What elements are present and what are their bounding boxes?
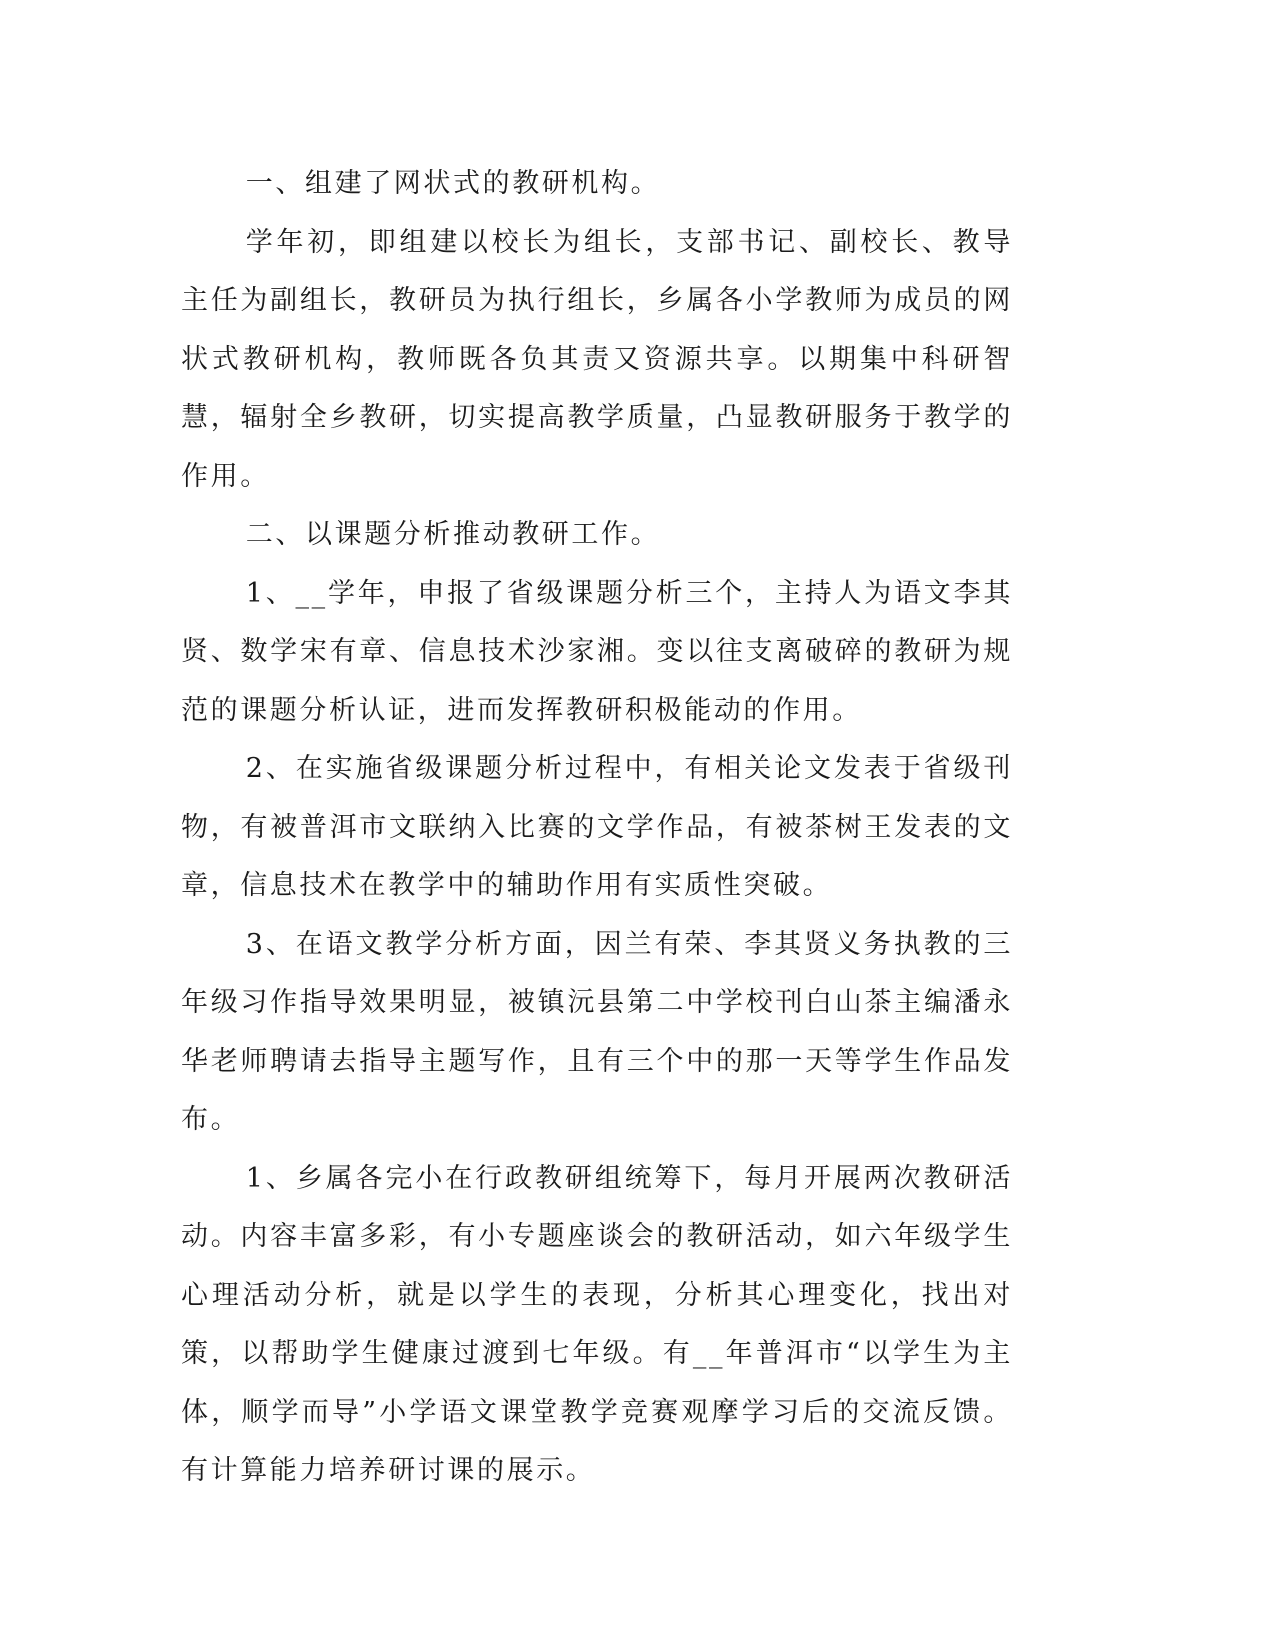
section-heading-2: 二、以课题分析推动教研工作。 xyxy=(245,519,661,550)
paragraph: 学年初，即组建以校长为组长，支部书记、副校长、教导主任为副组长，教研员为执行组长，乡属各小学教师为成员的网状式教研机构，教师既各负其责又资源共享。以期集中科研智慧，辐射全乡教研，切实提高教学质量，凸显教研服务于教学的作用。 xyxy=(181,226,1013,492)
paragraph: 2、在实施省级课题分析过程中，有相关论文发表于省级刊物，有被普洱市文联纳入比赛的文学作品，有被茶树王发表的文章，信息技术在教学中的辅助作用有实质性突破。 xyxy=(181,753,1013,901)
paragraph: 3、在语文教学分析方面，因兰有荣、李其贤义务执教的三年级习作指导效果明显，被镇沅县第二中学校刊白山茶主编潘永华老师聘请去指导主题写作，且有三个中的那一天等学生作品发布。 xyxy=(181,928,1013,1135)
paragraph: 1、乡属各完小在行政教研组统筹下，每月开展两次教研活动。内容丰富多彩，有小专题座谈会的教研活动，如六年级学生心理活动分析，就是以学生的表现，分析其心理变化，找出对策，以帮助学生健康过渡到七年级。有__年普洱市“以学生为主体，顺学而导”小学语文课堂教学竞赛观摩学习后的交流反馈。有计算能力培养研讨课的展示。 xyxy=(181,1162,1013,1486)
paragraph: 1、__学年，申报了省级课题分析三个，主持人为语文李其贤、数学宋有章、信息技术沙家湘。变以往支离破碎的教研为规范的课题分析认证，进而发挥教研积极能动的作用。 xyxy=(181,577,1013,726)
document-page xyxy=(181,155,1013,1501)
section-heading-1: 一、组建了网状式的教研机构。 xyxy=(245,168,661,199)
